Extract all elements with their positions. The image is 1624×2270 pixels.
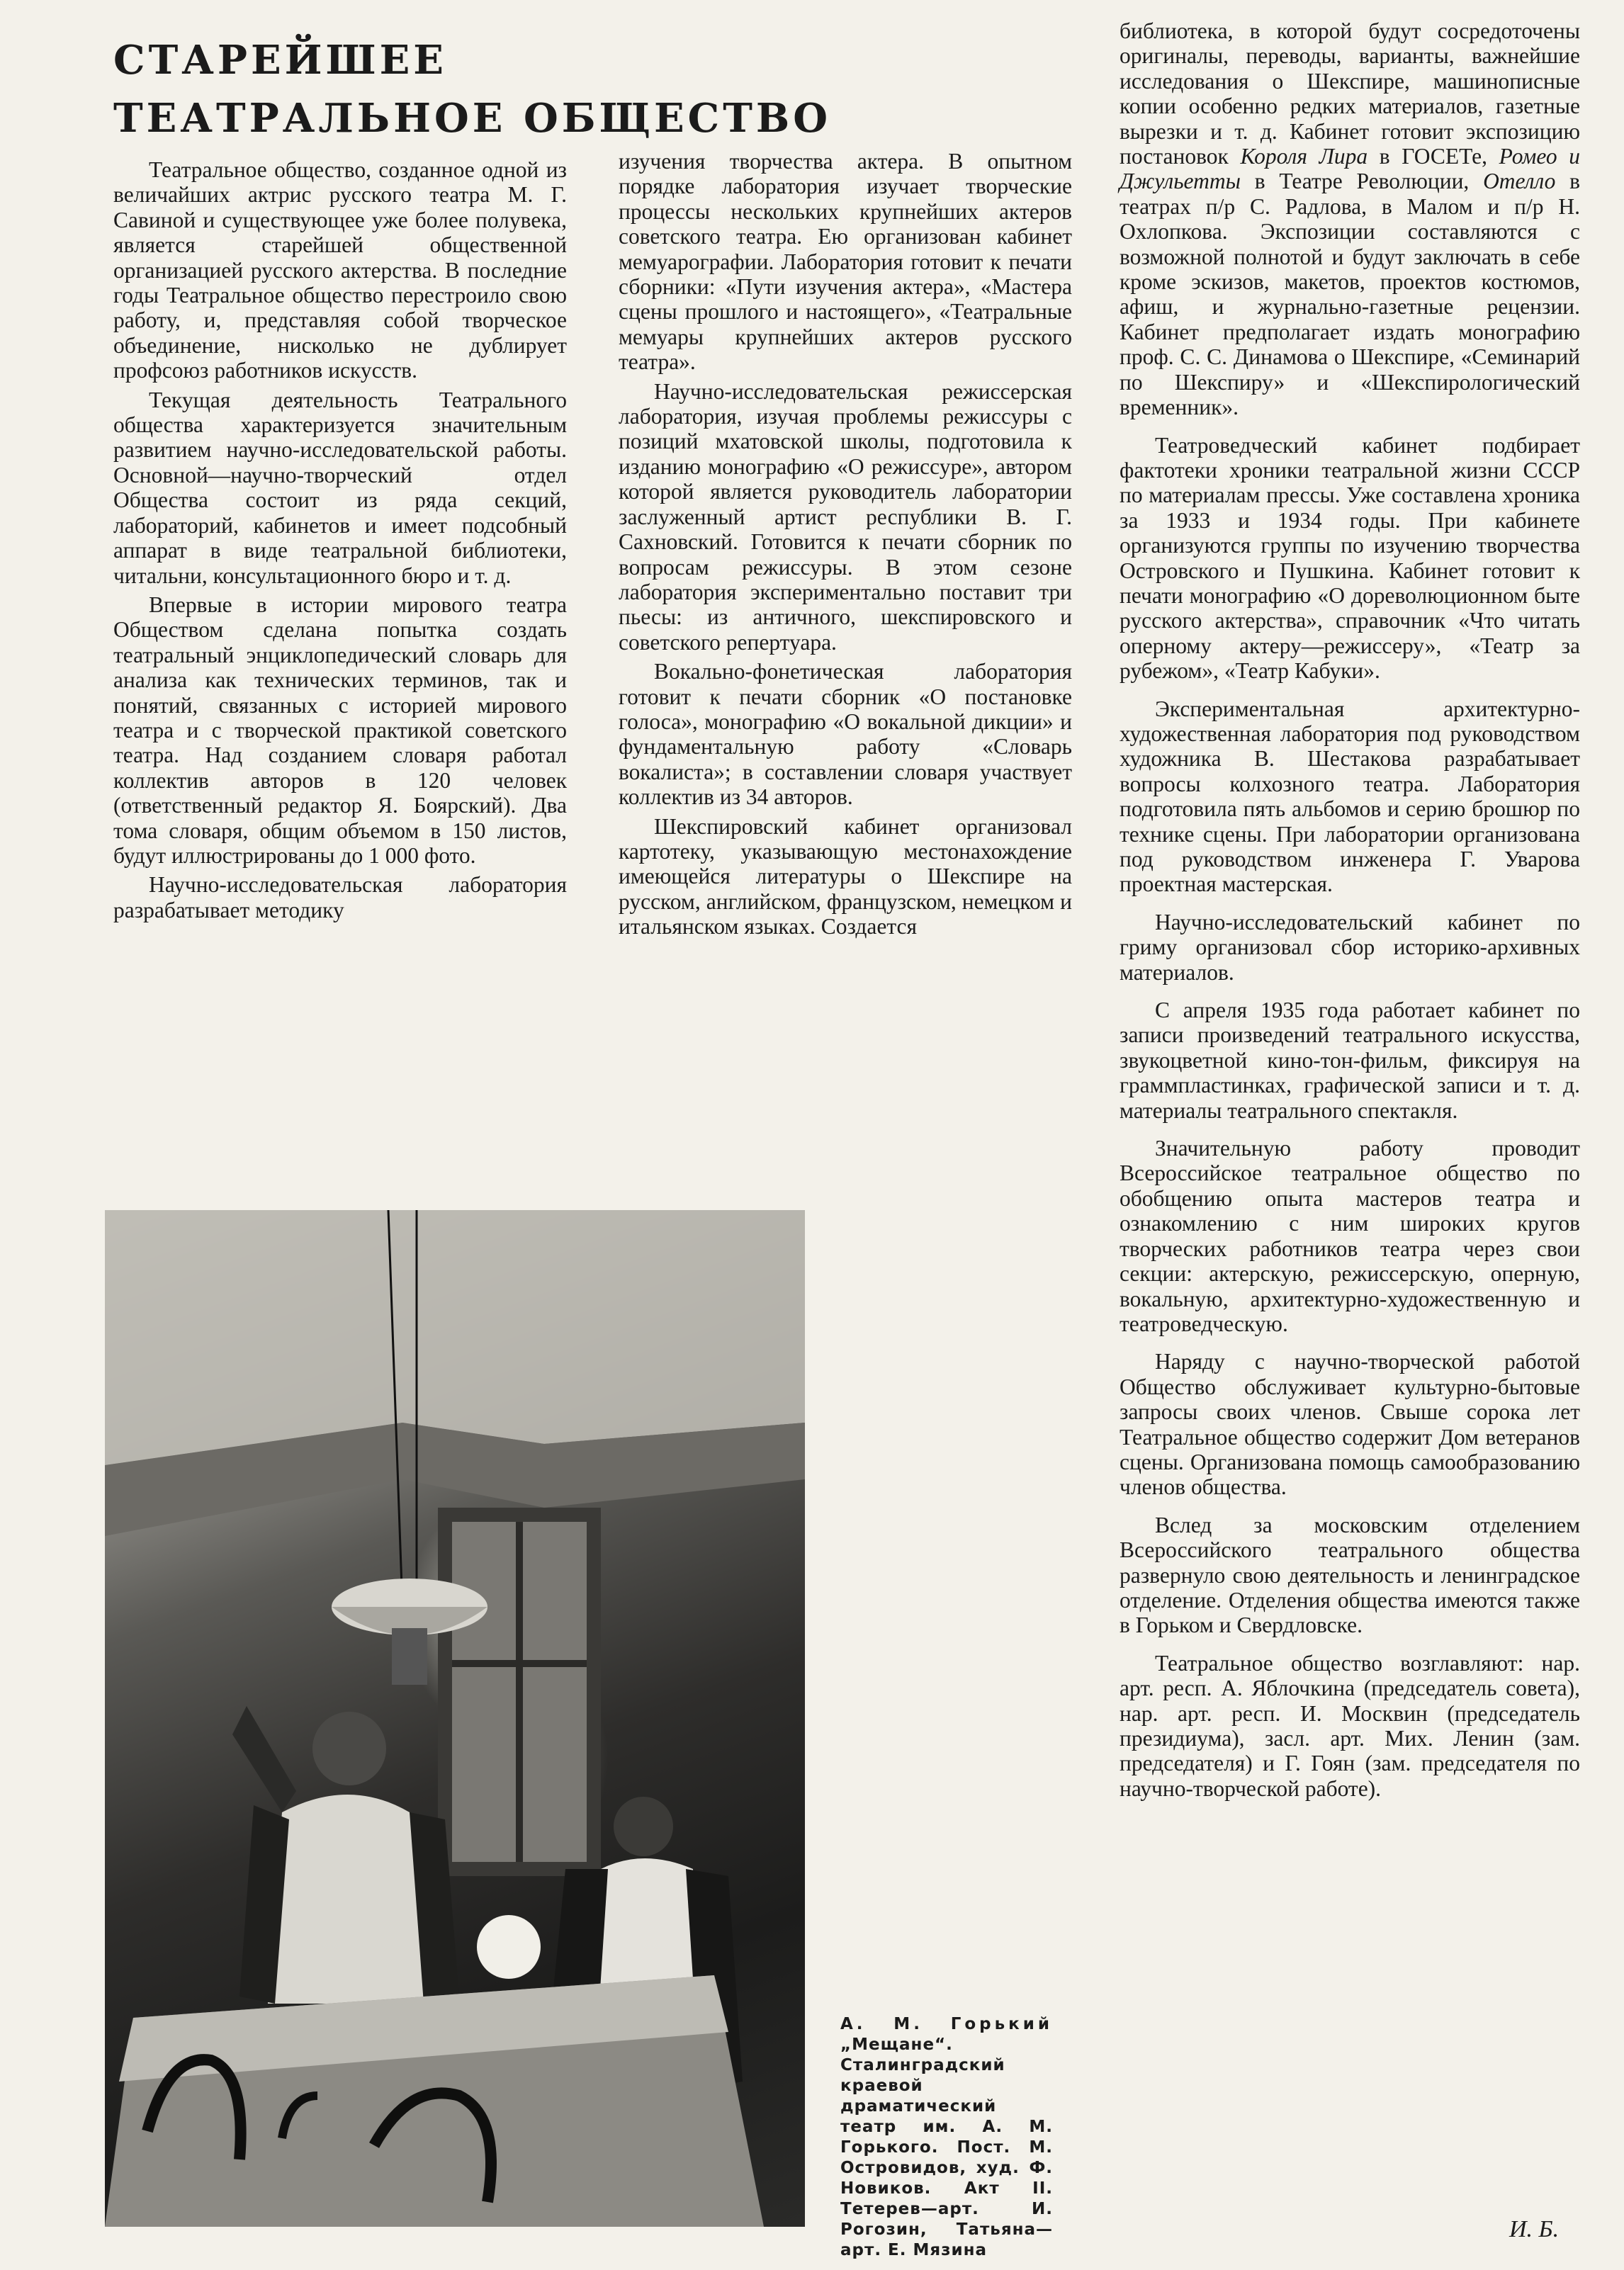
text-column-2 xyxy=(619,149,1072,944)
paragraph xyxy=(1120,18,1580,420)
play-title: Отелло xyxy=(1483,169,1556,194)
caption-text: „Мещане“. Сталинградский краевой драматический театр им. А. М. Горького. Пост. М. Островидов, худ. Ф. Новиков. Акт II. Тетерев—арт. И. Рогозин, Татьяна—арт. Е. Мязина xyxy=(840,2035,1053,2259)
caption-author: А. М. Горький xyxy=(840,2015,1053,2033)
paragraph: Вслед за московским отделением Всероссийского театрального общества развернуло свою деятельность и ленинградское отделение. Отделения общества имеются также в Горьком и Свердловске. xyxy=(1120,1512,1580,1638)
paragraph: Текущая деятельность Театрального общества характеризуется значительным развитием научно-исследовательской работы. Основной—научно-творческий отдел Общества состоит из ряда секций, лабораторий, кабинетов и имеет подсобный аппарат в виде театральной библиотеки, читальни, консультационного бюро и т. д. xyxy=(113,387,567,588)
paragraph: Вокально-фонетическая лаборатория готовит к печати сборник «О постановке голоса», монографию «О вокальной дикции» и фундаментальную работу «Словарь вокалиста»; в составлении словаря участвует коллектив из 34 авторов. xyxy=(619,659,1072,810)
paragraph: Научно-исследовательская лаборатория разрабатывает методику xyxy=(113,872,567,922)
paragraph: Наряду с научно-творческой работой Общество обслуживает культурно-бытовые запросы своих членов. Свыше сорока лет Театральное общество содержит Дом ветеранов сцены. Организована помощь самообразованию членов общества. xyxy=(1120,1349,1580,1500)
stage-scene-illustration xyxy=(105,1210,805,2227)
title-line-1: СТАРЕЙШЕЕ xyxy=(113,37,447,84)
paragraph: Значительную работу проводит Всероссийское театральное общество по обобщению опыта мастеров театра и ознакомлению с ним широких кругов творческих работников театра через свои секции: актерскую, режиссерскую, оперную, вокальную, архитектурно-художественную и театроведческую. xyxy=(1120,1136,1580,1336)
paragraph: Театральное общество, созданное одной из величайших актрис русского театра М. Г. Савиной и существующее уже более полувека, является старейшей общественной организацией русского актерства. В последние годы Театральное общество перестроило свою работу, и, представляя собой творческое объединение, нисколько не дублирует профсоюз работников искусств. xyxy=(113,157,567,383)
text-run: в Театре Революции, xyxy=(1254,169,1470,194)
paragraph: Научно-исследовательский кабинет по гриму организовал сбор историко-архивных материалов. xyxy=(1120,909,1580,985)
text-column-3 xyxy=(1120,18,1580,1805)
paragraph: Театроведческий кабинет подбирает фактотеки хроники театральной жизни СССР по материалам прессы. Уже составлена хроника за 1933 и 1934 годы. При кабинете организуются группы по изучению творчества Островского и Пушкина. Кабинет готовит к печати монографию «О дореволюционном быте русского актерства», справочник «Что читать оперному актеру—режиссеру», «Театр за рубежом», «Театр Кабуки». xyxy=(1120,432,1580,684)
article-title xyxy=(113,31,832,147)
title-line-2: ТЕАТРАЛЬНОЕ ОБЩЕСТВО xyxy=(113,95,832,142)
photo-caption xyxy=(840,2014,1053,2261)
paragraph: Театральное общество возглавляют: нар. арт. респ. А. Яблочкина (председатель совета), нар. арт. респ. И. Москвин (председатель президиума), засл. арт. Мих. Ленин (зам. председателя) и Г. Гоян (зам. председателя по научно-творческой работе). xyxy=(1120,1650,1580,1801)
paragraph: Экспериментальная архитектурно-художественная лаборатория под руководством художника В. Шестакова разрабатывает вопросы колхозного театра. Лаборатория подготовила пять альбомов и серию брошюр по технике сцены. При лаборатории организована под руководством инженера Г. Уварова проектная мастерская. xyxy=(1120,696,1580,897)
paragraph: Научно-исследовательская режиссерская лаборатория, изучая проблемы режиссуры с позиций мхатовской школы, подготовила к изданию монографию «О режиссуре», автором которой является руководитель лаборатории заслуженный артист республики В. Г. Сахновский. Готовится к печати сборник по вопросам режиссуры. В этом сезоне лаборатория экспериментально поставит три пьесы: из античного, шекспировского и советского репертуара. xyxy=(619,378,1072,655)
author-signature: И. Б. xyxy=(1509,2216,1560,2242)
text-column-1 xyxy=(113,157,567,927)
stage-photo xyxy=(105,1210,805,2227)
text-run: в театрах п/р С. Радлова, в Малом и п/р Н. Охлопкова. Экспозиции составляются с возможной полнотой и будут заключать в себе кроме эскизов, макетов, проектов костюмов, афиш, и журнально-газетные рецензии. Кабинет предполагает издать монографию проф. С. С. Динамова о Шекспире, «Семинарий по Шекспиру» и «Шекспирологический временник». xyxy=(1120,169,1580,420)
paragraph: изучения творчества актера. В опытном порядке лаборатория изучает творческие процессы нескольких крупнейших актеров советского театра. Ею организован кабинет мемуарографии. Лаборатория готовит к печати сборники: «Пути изучения актера», «Мастера сцены прошлого и настоящего», «Театральные мемуары крупнейших актеров русского театра». xyxy=(619,149,1072,375)
play-title: Короля Лира xyxy=(1240,144,1368,169)
text-run: библиотека, в которой будут сосредоточены оригиналы, переводы, варианты, важнейшие исследования о Шекспире, машинописные копии особенно редких материалов, газетные вырезки и т. д. Кабинет готовит экспозицию постановок xyxy=(1120,18,1580,169)
paragraph: Шекспировский кабинет организовал картотеку, указывающую местонахождение имеющейся литературы о Шекспире на русском, английском, французском, немецком и итальянском языках. Создается xyxy=(619,813,1072,939)
paragraph: С апреля 1935 года работает кабинет по записи произведений театрального искусства, звукоцветной кино-тон-фильм, фиксируя на граммпластинках, графической записи и т. д. материалы театрального спектакля. xyxy=(1120,998,1580,1123)
play-title: Ромео и Джульетты xyxy=(1120,144,1581,194)
paragraph: Впервые в истории мирового театра Обществом сделана попытка создать театральный энциклопедический словарь для анализа как технических терминов, так и понятий, связанных с историей мирового театра и с творческой практикой советского театра. Над созданием словаря работал коллектив авторов в 120 человек (ответственный редактор Я. Боярский). Два тома словаря, общим объемом в 150 листов, будут иллюстрированы до 1 000 фото. xyxy=(113,592,567,868)
text-run: в ГОСЕТе, xyxy=(1379,144,1487,169)
